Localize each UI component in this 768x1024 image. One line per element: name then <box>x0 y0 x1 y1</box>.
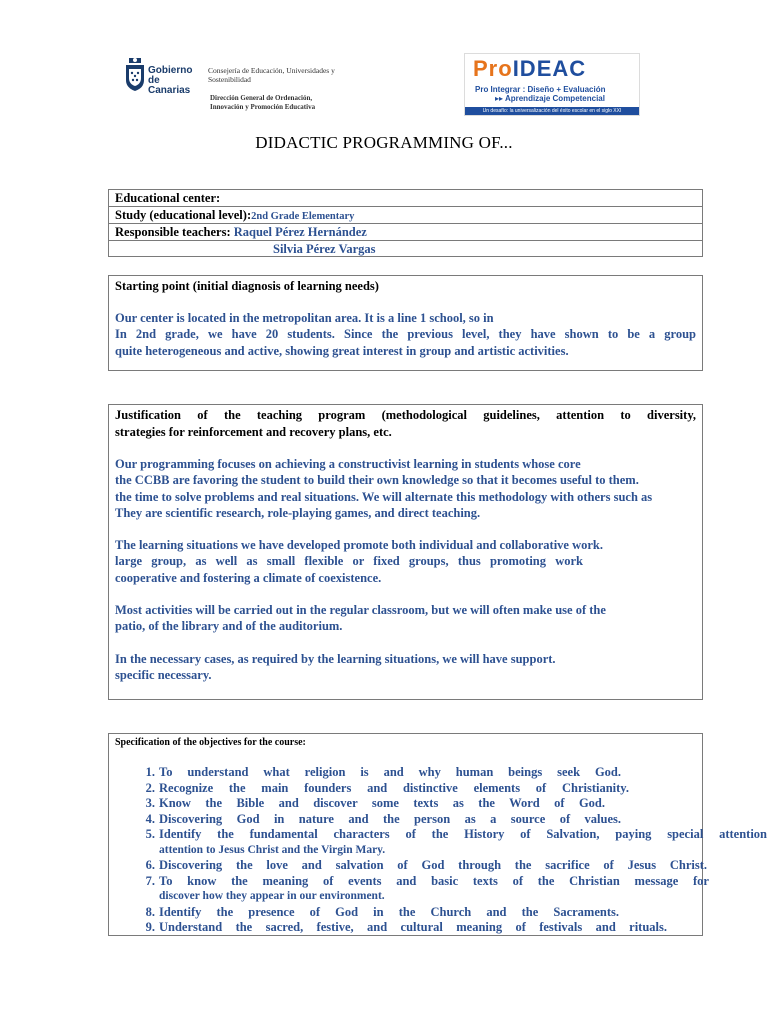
starting-line: Our center is located in the metropolitan area. It is a line 1 school, so in <box>115 311 494 325</box>
para-line: Our programming focuses on achieving a constructivist learning in students whose core <box>115 457 581 471</box>
justification-title-line: Justification of the teaching program (methodological guidelines, attention to diversity, <box>115 408 696 422</box>
objective-text: Identify the presence of God in the Church and the Sacraments. <box>159 904 619 919</box>
objective-text: To know the meaning of events and basic texts of the Christian message for <box>159 873 709 888</box>
gov-name: Gobierno de Canarias <box>148 65 193 96</box>
proideac-band: Un desafío: la universalización del éxito escolar en el siglo XXI <box>465 107 639 115</box>
para-line: the time to solve problems and real situations. We will alternate this methodology with others such as <box>115 489 653 504</box>
objective-number: 2. <box>145 780 155 795</box>
starting-line: quite heterogeneous and active, showing great interest in group and artistic activities. <box>115 343 569 358</box>
wordmark-pro: Pro <box>473 56 513 81</box>
teacher-2: Silvia Pérez Vargas <box>273 242 376 256</box>
justification-paragraph-2 <box>115 537 696 586</box>
objective-text: Recognize the main founders and distinctive elements of Christianity. <box>159 780 629 795</box>
document-title: DIDACTIC PROGRAMMING OF... <box>255 133 513 152</box>
objective-text-continued: attention to Jesus Christ and the Virgin Mary. <box>159 843 386 856</box>
objective-text: Discovering God in nature and the person as a source of values. <box>159 811 621 826</box>
para-line: In the necessary cases, as required by the learning situations, we will have support. <box>115 651 556 666</box>
starting-point-section <box>108 275 703 371</box>
info-row-center <box>109 190 702 207</box>
objective-item <box>133 765 768 781</box>
justification-paragraph-3 <box>115 602 696 635</box>
starting-line: In 2nd grade, we have 20 students. Since the previous level, they have shown to be a group <box>115 327 696 342</box>
objective-item <box>133 905 768 921</box>
canary-islands-coat-of-arms-icon <box>124 56 146 92</box>
objective-item <box>133 812 768 828</box>
objectives-section <box>108 733 767 936</box>
objective-number: 3. <box>145 796 155 810</box>
objective-item <box>133 858 768 874</box>
justification-title-line: strategies for reinforcement and recovery plans, etc. <box>115 425 392 439</box>
teachers-label: Responsible teachers: <box>115 225 231 239</box>
gobierno-de-canarias-logo <box>124 56 334 112</box>
proideac-logo <box>464 53 640 116</box>
para-line: The learning situations we have developed promote both individual and collaborative work. <box>115 538 604 553</box>
objective-number: 8. <box>145 904 155 919</box>
para-line: the CCBB are favoring the student to build their own knowledge so that it becomes useful to them. <box>115 473 639 488</box>
objective-item <box>133 781 768 797</box>
study-label: Study (educational level): <box>115 208 252 222</box>
gov-department: Consejería de Educación, Universidades y Sostenibilidad <box>208 66 335 84</box>
objective-number: 6. <box>145 858 155 872</box>
info-row-teachers <box>109 224 702 241</box>
proideac-line-2: ▸▸ Aprendizaje Competencial <box>495 94 605 103</box>
objectives-title: Specification of the objectives for the course: <box>115 737 306 748</box>
center-label: Educational center: <box>115 191 221 205</box>
objective-text: Discovering the love and salvation of God through the sacrifice of Jesus Christ. <box>159 858 707 872</box>
justification-paragraph-4 <box>115 651 696 684</box>
objective-item <box>133 874 768 905</box>
objectives-list <box>133 765 768 936</box>
para-line: cooperative and fostering a climate of coexistence. <box>115 570 382 585</box>
starting-point-title: Starting point (initial diagnosis of learning needs) <box>115 279 379 293</box>
justification-title <box>115 407 696 441</box>
gov-direction: Dirección General de Ordenación, Innovación y Promoción Educativa <box>210 94 316 111</box>
info-row-teacher-2 <box>109 241 702 258</box>
para-line: They are scientific research, role-playing games, and direct teaching. <box>115 505 481 520</box>
para-line: specific necessary. <box>115 667 212 682</box>
para-line: large group, as well as small flexible or fixed groups, thus promoting work <box>115 554 583 569</box>
para-line: Most activities will be carried out in the regular classroom, but we will often make use of the <box>115 603 606 618</box>
objective-text: To understand what religion is and why human beings seek God. <box>159 765 621 779</box>
objective-item <box>133 920 768 936</box>
info-row-study <box>109 207 702 224</box>
justification-paragraph-1 <box>115 456 696 521</box>
teacher-1: Raquel Pérez Hernández <box>233 225 367 239</box>
objective-item <box>133 796 768 812</box>
proideac-wordmark <box>473 56 586 82</box>
proideac-line-1: Pro Integrar : Diseño + Evaluación <box>475 85 606 94</box>
objective-text: Identify the fundamental characters of the History of Salvation, paying special attention <box>159 827 767 841</box>
objective-text: Understand the sacred, festive, and cultural meaning of festivals and rituals. <box>159 920 667 934</box>
para-line: patio, of the library and of the auditorium. <box>115 619 343 634</box>
objective-text-continued: discover how they appear in our environment. <box>159 890 385 902</box>
objective-number: 9. <box>145 920 155 934</box>
objective-number: 4. <box>145 811 155 826</box>
starting-point-text <box>115 310 696 359</box>
objective-text: Know the Bible and discover some texts as the Word of God. <box>159 796 605 810</box>
objective-number: 1. <box>145 765 155 779</box>
justification-section <box>108 404 703 700</box>
wordmark-ideac: IDEAC <box>512 56 587 81</box>
objective-item <box>133 827 768 858</box>
page-header <box>0 0 768 125</box>
objective-number: 7. <box>145 873 155 888</box>
info-table <box>108 189 703 257</box>
objective-number: 5. <box>145 827 155 841</box>
study-value: 2nd Grade Elementary <box>251 211 355 222</box>
